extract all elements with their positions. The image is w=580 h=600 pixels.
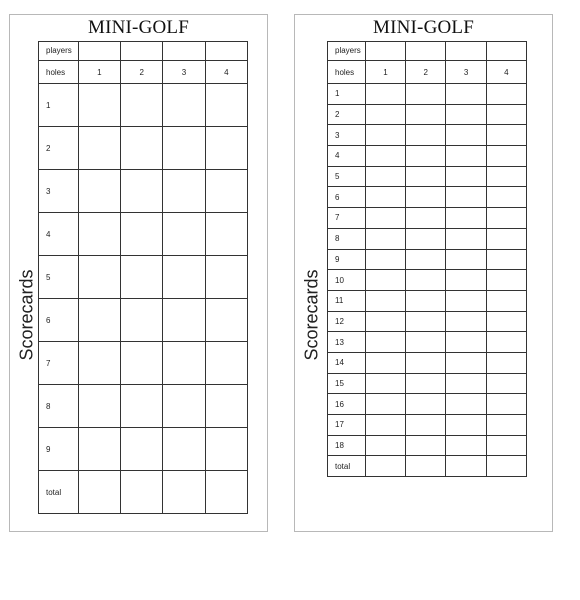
score-cell[interactable] [446, 208, 486, 229]
score-cell[interactable] [365, 146, 405, 167]
score-cell[interactable] [163, 84, 205, 127]
score-cell[interactable] [406, 435, 446, 456]
hole-number: 3 [39, 170, 79, 213]
score-cell[interactable] [78, 256, 120, 299]
score-cell[interactable] [121, 299, 163, 342]
hole-row [328, 146, 527, 167]
hole-number: 6 [328, 187, 366, 208]
total-cell[interactable] [163, 471, 205, 514]
total-cell[interactable] [78, 471, 120, 514]
score-cell[interactable] [486, 270, 526, 291]
player-number: 3 [163, 61, 205, 84]
hole-number: 7 [39, 342, 79, 385]
score-cell[interactable] [121, 385, 163, 428]
scorecard-9-holes [9, 14, 268, 532]
score-cell[interactable] [446, 187, 486, 208]
hole-number: 4 [328, 146, 366, 167]
player-name-cell[interactable] [78, 42, 120, 61]
players-label: players [328, 42, 366, 61]
hole-row [328, 352, 527, 373]
score-cell[interactable] [365, 311, 405, 332]
score-cell[interactable] [486, 332, 526, 353]
score-cell[interactable] [446, 435, 486, 456]
score-cell[interactable] [446, 311, 486, 332]
score-cell[interactable] [446, 373, 486, 394]
hole-row [328, 270, 527, 291]
hole-number: 6 [39, 299, 79, 342]
total-cell[interactable] [365, 456, 405, 477]
score-cell[interactable] [78, 127, 120, 170]
score-cell[interactable] [365, 104, 405, 125]
score-cell[interactable] [163, 385, 205, 428]
hole-row [328, 332, 527, 353]
hole-row [328, 208, 527, 229]
player-name-cell[interactable] [121, 42, 163, 61]
score-cell[interactable] [486, 208, 526, 229]
hole-number: 7 [328, 208, 366, 229]
score-cell[interactable] [163, 299, 205, 342]
side-label-text: Scorecards [301, 269, 322, 361]
hole-row [39, 84, 248, 127]
score-cell[interactable] [78, 342, 120, 385]
player-number: 1 [365, 61, 405, 84]
hole-number: 9 [39, 428, 79, 471]
player-name-cell[interactable] [486, 42, 526, 61]
total-row [328, 456, 527, 477]
total-cell[interactable] [486, 456, 526, 477]
hole-row [328, 125, 527, 146]
score-cell[interactable] [406, 332, 446, 353]
players-label: players [39, 42, 79, 61]
score-cell[interactable] [205, 385, 247, 428]
score-cell[interactable] [78, 213, 120, 256]
holes-label: holes [328, 61, 366, 84]
total-row [39, 471, 248, 514]
hole-number: 15 [328, 373, 366, 394]
hole-row [328, 373, 527, 394]
hole-row [328, 187, 527, 208]
score-cell[interactable] [406, 290, 446, 311]
total-cell[interactable] [446, 456, 486, 477]
hole-number: 5 [39, 256, 79, 299]
player-name-cell[interactable] [205, 42, 247, 61]
score-cell[interactable] [163, 256, 205, 299]
total-cell[interactable] [406, 456, 446, 477]
hole-row [328, 166, 527, 187]
score-cell[interactable] [486, 415, 526, 436]
score-cell[interactable] [406, 146, 446, 167]
score-cell[interactable] [365, 352, 405, 373]
score-cell[interactable] [365, 208, 405, 229]
score-cell[interactable] [163, 428, 205, 471]
score-cell[interactable] [486, 104, 526, 125]
score-cell[interactable] [78, 299, 120, 342]
score-cell[interactable] [406, 187, 446, 208]
hole-row [328, 415, 527, 436]
score-cell[interactable] [486, 228, 526, 249]
score-cell[interactable] [121, 342, 163, 385]
hole-number: 14 [328, 352, 366, 373]
score-cell[interactable] [365, 373, 405, 394]
score-cell[interactable] [446, 228, 486, 249]
hole-row [328, 311, 527, 332]
score-cell[interactable] [446, 166, 486, 187]
score-cell[interactable] [205, 127, 247, 170]
score-cell[interactable] [365, 394, 405, 415]
score-cell[interactable] [446, 352, 486, 373]
score-cell[interactable] [486, 146, 526, 167]
total-label: total [39, 471, 79, 514]
score-cell[interactable] [486, 249, 526, 270]
hole-number: 3 [328, 125, 366, 146]
score-cell[interactable] [163, 127, 205, 170]
score-cell[interactable] [406, 249, 446, 270]
score-cell[interactable] [406, 311, 446, 332]
hole-number: 2 [39, 127, 79, 170]
score-cell[interactable] [205, 342, 247, 385]
hole-number: 8 [39, 385, 79, 428]
score-cell[interactable] [163, 170, 205, 213]
score-table [38, 41, 248, 514]
player-name-cell[interactable] [406, 42, 446, 61]
score-table [327, 41, 527, 477]
score-cell[interactable] [365, 270, 405, 291]
side-label-text: Scorecards [16, 269, 37, 361]
score-cell[interactable] [486, 187, 526, 208]
hole-number: 12 [328, 311, 366, 332]
hole-number: 4 [39, 213, 79, 256]
score-cell[interactable] [446, 270, 486, 291]
score-cell[interactable] [163, 213, 205, 256]
score-cell[interactable] [205, 84, 247, 127]
score-cell[interactable] [365, 415, 405, 436]
score-cell[interactable] [121, 170, 163, 213]
score-cell[interactable] [205, 213, 247, 256]
score-cell[interactable] [365, 84, 405, 105]
score-cell[interactable] [205, 170, 247, 213]
score-cell[interactable] [365, 332, 405, 353]
hole-row [328, 394, 527, 415]
score-cell[interactable] [121, 84, 163, 127]
hole-row [39, 342, 248, 385]
player-number: 4 [205, 61, 247, 84]
holes-label: holes [39, 61, 79, 84]
hole-number: 9 [328, 249, 366, 270]
score-cell[interactable] [486, 373, 526, 394]
hole-number: 5 [328, 166, 366, 187]
score-cell[interactable] [486, 125, 526, 146]
hole-row [39, 428, 248, 471]
total-cell[interactable] [205, 471, 247, 514]
score-cell[interactable] [163, 342, 205, 385]
hole-row [328, 435, 527, 456]
score-cell[interactable] [121, 127, 163, 170]
hole-row [39, 299, 248, 342]
score-cell[interactable] [205, 256, 247, 299]
score-cell[interactable] [406, 166, 446, 187]
score-cell[interactable] [365, 125, 405, 146]
score-cell[interactable] [365, 249, 405, 270]
score-cell[interactable] [446, 84, 486, 105]
hole-row [39, 385, 248, 428]
total-label: total [328, 456, 366, 477]
hole-row [39, 170, 248, 213]
player-name-cell[interactable] [365, 42, 405, 61]
player-number: 3 [446, 61, 486, 84]
score-cell[interactable] [486, 84, 526, 105]
score-cell[interactable] [406, 352, 446, 373]
score-cell[interactable] [365, 166, 405, 187]
score-cell[interactable] [406, 125, 446, 146]
hole-number: 17 [328, 415, 366, 436]
hole-row [39, 127, 248, 170]
header-row-holes [39, 61, 248, 84]
score-cell[interactable] [365, 187, 405, 208]
player-number: 2 [406, 61, 446, 84]
score-cell[interactable] [486, 435, 526, 456]
score-cell[interactable] [446, 249, 486, 270]
score-cell[interactable] [365, 290, 405, 311]
score-cell[interactable] [406, 208, 446, 229]
hole-number: 1 [328, 84, 366, 105]
hole-number: 10 [328, 270, 366, 291]
score-cell[interactable] [406, 104, 446, 125]
score-cell[interactable] [486, 290, 526, 311]
header-row-players [328, 42, 527, 61]
player-number: 2 [121, 61, 163, 84]
hole-number: 1 [39, 84, 79, 127]
total-cell[interactable] [121, 471, 163, 514]
score-cell[interactable] [486, 311, 526, 332]
score-cell[interactable] [486, 394, 526, 415]
score-cell[interactable] [406, 228, 446, 249]
score-cell[interactable] [406, 373, 446, 394]
header-row-players [39, 42, 248, 61]
score-cell[interactable] [365, 228, 405, 249]
score-cell[interactable] [365, 435, 405, 456]
hole-row [328, 249, 527, 270]
player-number: 4 [486, 61, 526, 84]
hole-row [328, 290, 527, 311]
score-cell[interactable] [78, 385, 120, 428]
hole-row [328, 84, 527, 105]
score-cell[interactable] [121, 428, 163, 471]
hole-row [39, 213, 248, 256]
hole-number: 18 [328, 435, 366, 456]
hole-number: 13 [328, 332, 366, 353]
score-cell[interactable] [406, 270, 446, 291]
score-cell[interactable] [446, 290, 486, 311]
score-cell[interactable] [486, 166, 526, 187]
score-cell[interactable] [446, 146, 486, 167]
player-name-cell[interactable] [446, 42, 486, 61]
player-name-cell[interactable] [163, 42, 205, 61]
score-cell[interactable] [446, 415, 486, 436]
score-cell[interactable] [205, 428, 247, 471]
hole-row [328, 104, 527, 125]
hole-number: 16 [328, 394, 366, 415]
score-cell[interactable] [78, 84, 120, 127]
score-cell[interactable] [446, 125, 486, 146]
card-title: MINI-GOLF [87, 17, 189, 38]
header-row-holes [328, 61, 527, 84]
score-cell[interactable] [406, 415, 446, 436]
score-cell[interactable] [121, 213, 163, 256]
player-number: 1 [78, 61, 120, 84]
hole-row [328, 228, 527, 249]
score-cell[interactable] [446, 394, 486, 415]
score-cell[interactable] [78, 428, 120, 471]
score-cell[interactable] [205, 299, 247, 342]
score-cell[interactable] [406, 394, 446, 415]
score-cell[interactable] [486, 352, 526, 373]
hole-row [39, 256, 248, 299]
score-cell[interactable] [406, 84, 446, 105]
score-cell[interactable] [121, 256, 163, 299]
card-title: MINI-GOLF [372, 17, 474, 38]
score-cell[interactable] [446, 332, 486, 353]
hole-number: 2 [328, 104, 366, 125]
scorecard-18-holes [294, 14, 553, 532]
hole-number: 11 [328, 290, 366, 311]
score-cell[interactable] [78, 170, 120, 213]
hole-number: 8 [328, 228, 366, 249]
score-cell[interactable] [446, 104, 486, 125]
